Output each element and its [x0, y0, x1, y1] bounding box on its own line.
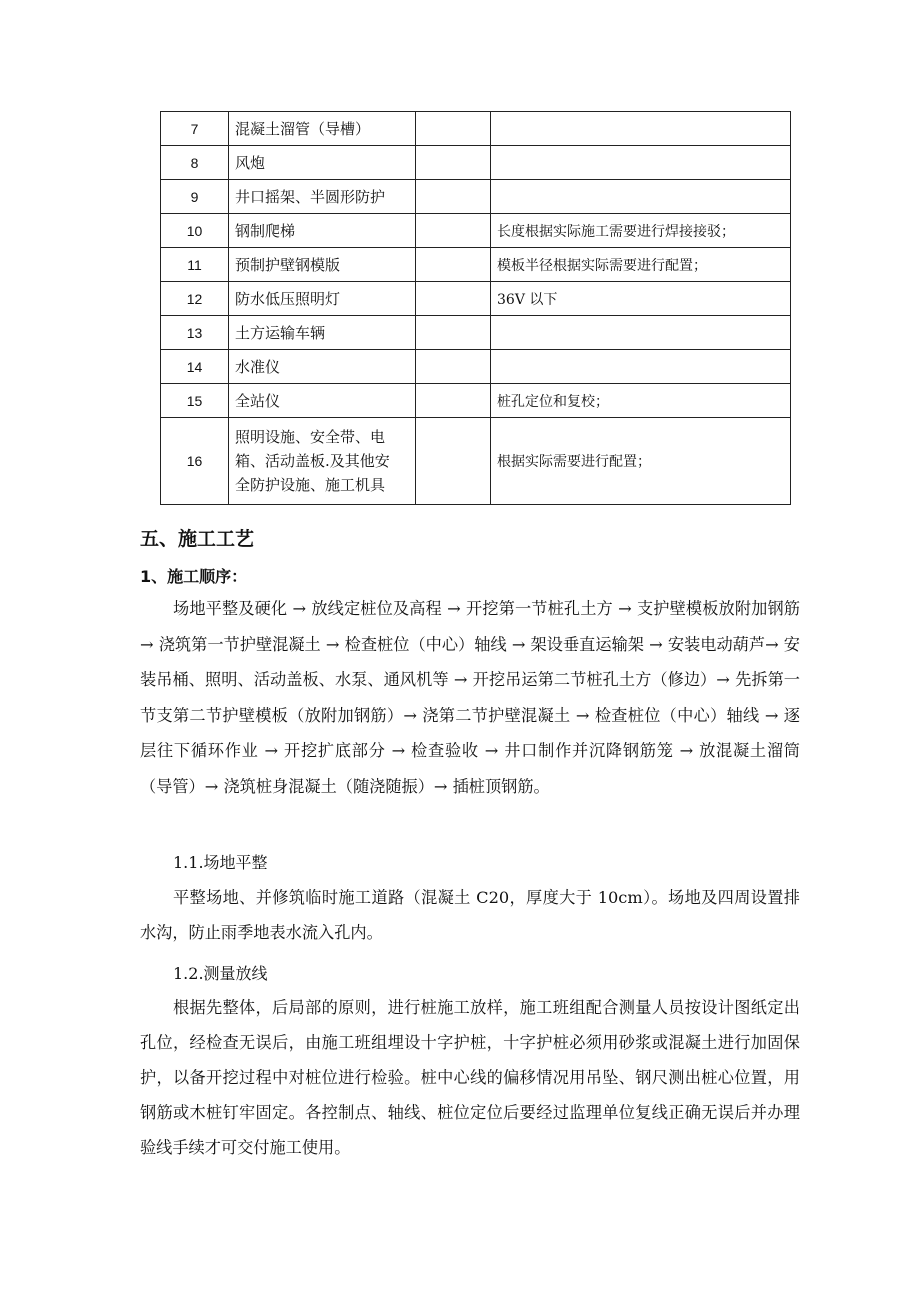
row-number: 8 — [161, 146, 229, 180]
equipment-spec — [416, 384, 491, 418]
equipment-name: 水准仪 — [229, 350, 416, 384]
equipment-name: 土方运输车辆 — [229, 316, 416, 350]
equipment-spec — [416, 146, 491, 180]
row-number: 11 — [161, 248, 229, 282]
site-leveling-paragraph: 平整场地、并修筑临时施工道路（混凝土 C20，厚度大于 10cm）。场地及四周设置排水沟，防止雨季地表水流入孔内。 — [140, 888, 800, 942]
equipment-name: 井口摇架、半圆形防护 — [229, 180, 416, 214]
equipment-name — [229, 418, 416, 505]
table-row — [161, 248, 791, 282]
equipment-note: 根据实际需要进行配置； — [491, 418, 791, 505]
equipment-spec — [416, 316, 491, 350]
table-row — [161, 418, 791, 505]
table-row — [161, 282, 791, 316]
equipment-name-line: 全防护设施、施工机具 — [235, 476, 386, 494]
equipment-spec — [416, 248, 491, 282]
equipment-note — [491, 146, 791, 180]
site-leveling-heading: 1.1.场地平整 — [173, 853, 268, 872]
survey-layout-heading: 1.2.测量放线 — [173, 964, 268, 983]
row-number: 9 — [161, 180, 229, 214]
equipment-note: 模板半径根据实际需要进行配置； — [491, 248, 791, 282]
construction-sequence-paragraph: 场地平整及硬化 → 放线定桩位及高程 → 开挖第一节桩孔土方 → 支护壁模板放附加钢筋 → 浇筑第一节护壁混凝土 → 检查桩位（中心）轴线 → 架设垂直运输架 → 安装电动葫芦→ 安装吊桶、照明、活动盖板、水泵、通风机等 → 开挖吊运第二节桩孔土方（修边）→ 先拆第一节支第二节护壁模板（放附加钢筋）→ 浇第二节护壁混凝土 → 检查桩位（中心）轴线 → 逐层往下循环作业 → 开挖扩底部分 → 检查验收 → 井口制作并沉降钢筋笼 → 放混凝土溜筒（导管）→ 浇筑桩身混凝土（随浇随振）→ 插桩顶钢筋。 — [140, 599, 800, 796]
survey-layout-paragraph: 根据先整体，后局部的原则，进行桩施工放样，施工班组配合测量人员按设计图纸定出孔位，经检查无误后，由施工班组埋设十字护桩，十字护桩必须用砂浆或混凝土进行加固保护，以备开挖过程中对桩位进行检验。桩中心线的偏移情况用吊坠、钢尺测出桩心位置，用钢筋或木桩钉牢固定。各控制点、轴线、桩位定位后要经过监理单位复线正确无误后并办理验线手续才可交付施工使用。 — [140, 998, 800, 1157]
equipment-note: 36V 以下 — [491, 282, 791, 316]
row-number: 12 — [161, 282, 229, 316]
equipment-name: 钢制爬梯 — [229, 214, 416, 248]
table-row — [161, 180, 791, 214]
table-row — [161, 384, 791, 418]
equipment-spec — [416, 418, 491, 505]
table-row — [161, 350, 791, 384]
equipment-spec — [416, 214, 491, 248]
equipment-name-line: 照明设施、安全带、电 — [235, 428, 386, 446]
row-number: 7 — [161, 112, 229, 146]
equipment-note — [491, 180, 791, 214]
table-row — [161, 316, 791, 350]
equipment-note: 长度根据实际施工需要进行焊接接驳； — [491, 214, 791, 248]
row-number: 15 — [161, 384, 229, 418]
table-row — [161, 112, 791, 146]
row-number: 14 — [161, 350, 229, 384]
equipment-spec — [416, 282, 491, 316]
equipment-note — [491, 350, 791, 384]
row-number: 13 — [161, 316, 229, 350]
equipment-name: 防水低压照明灯 — [229, 282, 416, 316]
equipment-spec — [416, 350, 491, 384]
equipment-note: 桩孔定位和复校； — [491, 384, 791, 418]
equipment-spec — [416, 112, 491, 146]
table-row — [161, 146, 791, 180]
section-heading: 五、施工工艺 — [140, 528, 255, 550]
equipment-table-body — [161, 112, 791, 505]
equipment-note — [491, 112, 791, 146]
row-number: 16 — [161, 418, 229, 505]
equipment-note — [491, 316, 791, 350]
equipment-name: 风炮 — [229, 146, 416, 180]
table-row — [161, 214, 791, 248]
equipment-name: 预制护壁钢模版 — [229, 248, 416, 282]
equipment-table — [160, 111, 791, 505]
equipment-spec — [416, 180, 491, 214]
equipment-name: 全站仪 — [229, 384, 416, 418]
equipment-name: 混凝土溜管（导槽） — [229, 112, 416, 146]
row-number: 10 — [161, 214, 229, 248]
equipment-name-line: 箱、活动盖板.及其他安 — [235, 452, 390, 470]
subsection-heading: 1、施工顺序： — [140, 567, 248, 586]
